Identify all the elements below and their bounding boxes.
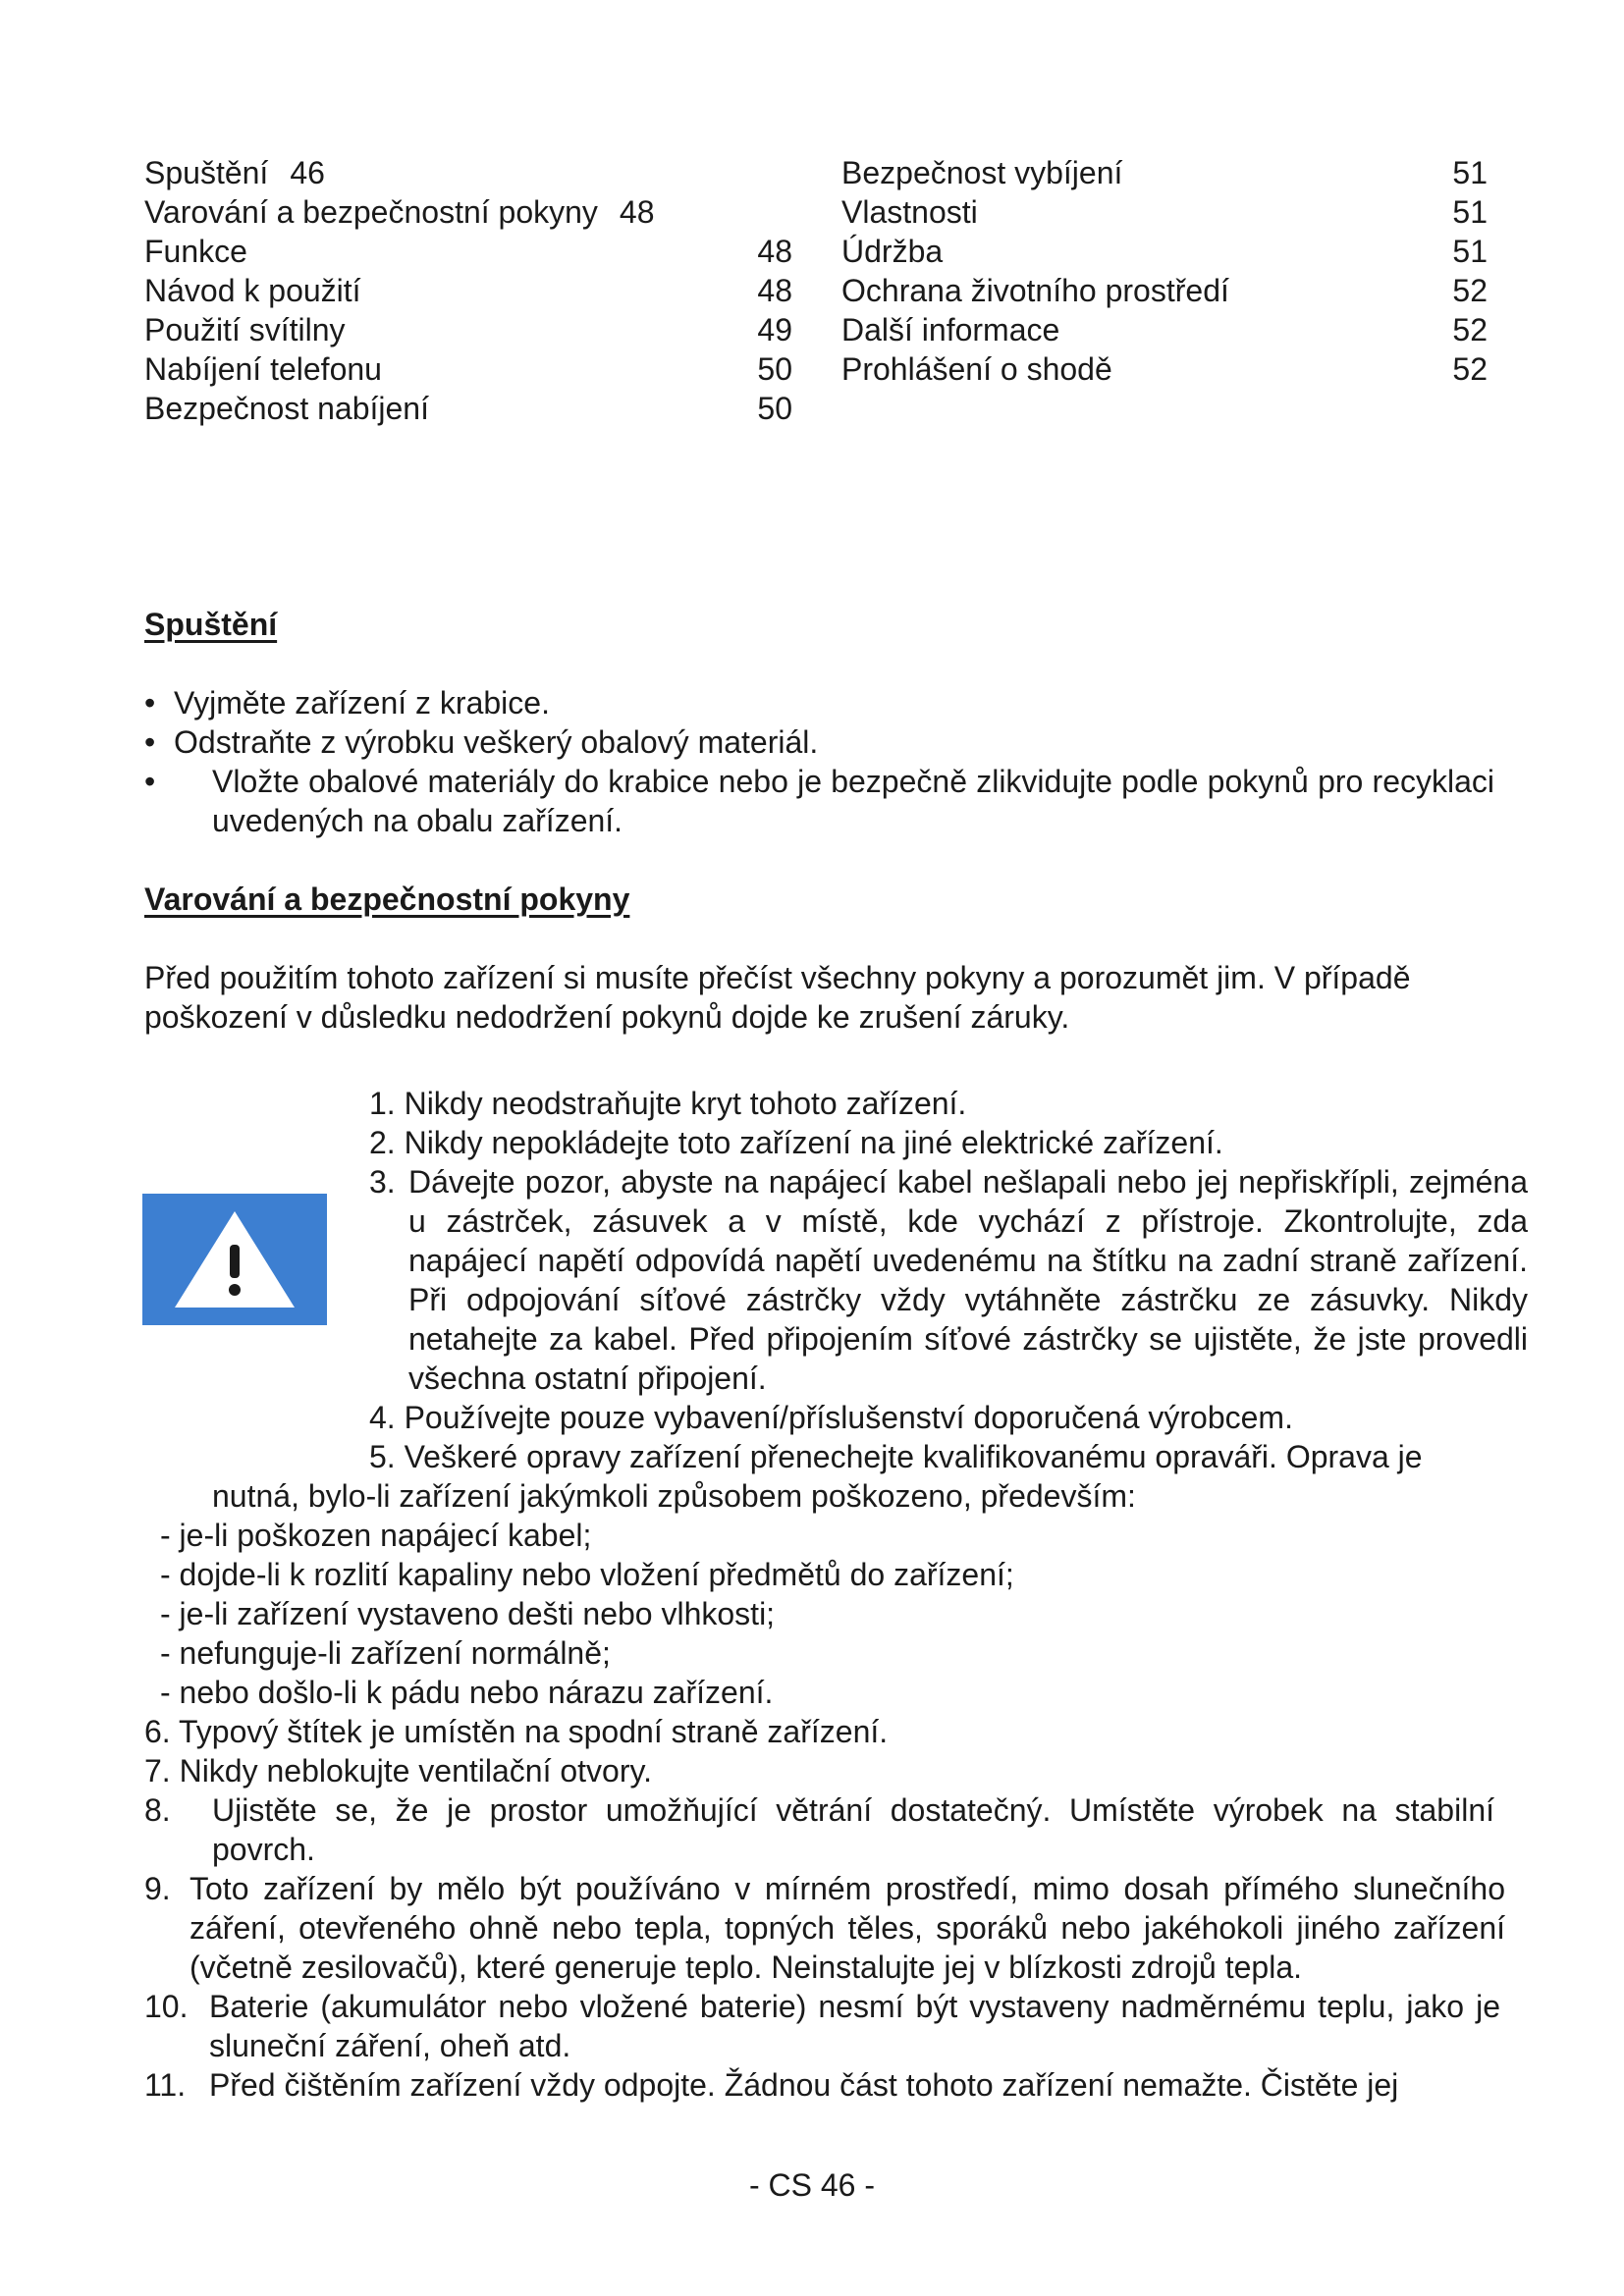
list-item: - je-li poškozen napájecí kabel; (160, 1518, 592, 1553)
intro-line: Před použitím tohoto zařízení si musíte přečíst všechny pokyny a porozumět jim. V případě (144, 960, 1411, 995)
list-item: - dojde-li k rozlití kapaliny nebo vložení předmětů do zařízení; (160, 1557, 1014, 1592)
toc-entry-page: 51 (1452, 194, 1488, 230)
toc-entry-label: Prohlášení o shodě (841, 351, 1112, 387)
safety-item-6: 6. Typový štítek je umístěn na spodní straně zařízení. (144, 1714, 889, 1749)
toc-entry-label: Spuštění (144, 155, 269, 190)
toc-entry (841, 310, 1488, 349)
safety-item-11-text: Před čištěním zařízení vždy odpojte. Žádnou část tohoto zařízení nemažte. Čistěte jej (209, 2067, 1399, 2103)
toc-entry-label: Funkce (144, 234, 247, 269)
toc-entry-page: 51 (1452, 155, 1488, 190)
intro-line: poškození v důsledku nedodržení pokynů dojde ke zrušení záruky. (144, 999, 1070, 1035)
safety-item-2: 2. Nikdy nepokládejte toto zařízení na jiné elektrické zařízení. (369, 1125, 1223, 1160)
damage-list (160, 1516, 1014, 1712)
safety-item-3-number: 3. (369, 1164, 396, 1200)
safety-item-9-text: Toto zařízení by mělo být používáno v mírném prostředí, mimo dosah přímého slunečního záření, otevřeného ohně nebo tepla, topných těles, sporáků nebo jakéhokoli jiného zařízení (včetně zesilovačů), které generuje teplo. Neinstalujte jej v blízkosti zdrojů tepla. (189, 1871, 1505, 1985)
bullet-icon: • (144, 764, 156, 799)
toc-entry (144, 192, 792, 232)
toc-entry (841, 349, 1488, 389)
list-item: - nebo došlo-li k pádu nebo nárazu zařízení. (160, 1675, 774, 1710)
toc-entry-page: 48 (757, 234, 792, 269)
safety-item-3-text: Dávejte pozor, abyste na napájecí kabel nešlapali nebo jej nepřiskřípli, zejména u zástrček, zásuvek a v místě, kde vychází z přístroje. Zkontrolujte, zda napájecí napětí odpovídá napětí uvedenému na štítku na zadní straně zařízení. Při odpojování síťové zástrčky vždy vytáhněte zástrčku ze zásuvky. Nikdy netahejte za kabel. Před připojením síťové zástrčky se ujistěte, že jste provedli všechna ostatní připojení. (408, 1164, 1528, 1396)
toc-entry-page: 52 (1452, 312, 1488, 347)
list-item (144, 683, 1494, 722)
toc-entry-label: Vlastnosti (841, 194, 978, 230)
toc-entry-label: Bezpečnost vybíjení (841, 155, 1123, 190)
toc-entry (144, 310, 792, 349)
toc-entry (144, 153, 792, 192)
safety-item-8-number: 8. (144, 1792, 171, 1828)
toc-entry (841, 192, 1488, 232)
toc-entry-label: Varování a bezpečnostní pokyny (144, 194, 598, 230)
toc-entry-label: Další informace (841, 312, 1060, 347)
toc-entry-label: Nabíjení telefonu (144, 351, 382, 387)
list-item: - nefunguje-li zařízení normálně; (160, 1635, 611, 1671)
toc-entry (841, 271, 1488, 310)
safety-item-7: 7. Nikdy neblokujte ventilační otvory. (144, 1753, 652, 1789)
toc-entry-label: Bezpečnost nabíjení (144, 391, 429, 426)
list-item (144, 762, 1494, 840)
toc-entry-label: Použití svítilny (144, 312, 346, 347)
toc-entry-label: Návod k použití (144, 273, 361, 308)
bullet-icon: • (144, 724, 156, 760)
toc-entry (144, 232, 792, 271)
toc-entry-page: 52 (1452, 273, 1488, 308)
section-heading-start: Spuštění (144, 607, 278, 642)
warning-triangle-icon (142, 1194, 327, 1325)
list-item-text: Odstraňte z výrobku veškerý obalový materiál. (174, 724, 819, 760)
safety-item-1: 1. Nikdy neodstraňujte kryt tohoto zařízení. (369, 1086, 967, 1121)
list-item-text: Vyjměte zařízení z krabice. (174, 685, 550, 721)
toc-entry (841, 153, 1488, 192)
toc-entry (841, 232, 1488, 271)
toc-left-column (144, 153, 792, 428)
toc-entry-page: 49 (757, 312, 792, 347)
safety-item-5-line: 5. Veškeré opravy zařízení přenechejte kvalifikovanému opraváři. Oprava je (369, 1439, 1423, 1474)
start-bullet-list (144, 683, 1494, 840)
toc-entry-page: 48 (757, 273, 792, 308)
toc-entry (144, 271, 792, 310)
toc-entry-page: 52 (1452, 351, 1488, 387)
toc-entry-label: Údržba (841, 234, 944, 269)
section-heading-safety: Varování a bezpečnostní pokyny (144, 881, 630, 917)
toc-entry-page: 50 (757, 391, 792, 426)
list-item (144, 722, 1494, 762)
safety-item-8-text: Ujistěte se, že je prostor umožňující větrání dostatečný. Umístěte výrobek na stabilní povrch. (212, 1792, 1494, 1867)
safety-item-11-number: 11. (144, 2067, 187, 2103)
safety-item-4: 4. Používejte pouze vybavení/příslušenství doporučená výrobcem. (369, 1400, 1293, 1435)
list-item-text: Vložte obalové materiály do krabice nebo je bezpečně zlikvidujte podle pokynů pro recyklaci uvedených na obalu zařízení. (212, 764, 1494, 838)
safety-item-5-line: nutná, bylo-li zařízení jakýmkoli způsobem poškozeno, především: (212, 1478, 1136, 1514)
toc-entry-label: Ochrana životního prostředí (841, 273, 1229, 308)
list-item: - je-li zařízení vystaveno dešti nebo vlhkosti; (160, 1596, 776, 1631)
toc-right-column (841, 153, 1488, 389)
safety-item-10-text: Baterie (akumulátor nebo vložené baterie) nesmí být vystaveny nadměrnému teplu, jako je sluneční záření, oheň atd. (209, 1989, 1500, 2063)
page-number: - CS 46 - (748, 2167, 876, 2203)
toc-entry (144, 349, 792, 389)
toc-entry-page: 46 (290, 155, 325, 190)
toc-entry-page: 50 (757, 351, 792, 387)
safety-intro (144, 958, 1494, 1037)
toc-entry-page: 51 (1452, 234, 1488, 269)
toc-entry (144, 389, 792, 428)
toc-entry-page: 48 (619, 194, 655, 230)
safety-item-10-number: 10. (144, 1989, 189, 2024)
safety-item-9-number: 9. (144, 1871, 171, 1906)
bullet-icon: • (144, 685, 156, 721)
